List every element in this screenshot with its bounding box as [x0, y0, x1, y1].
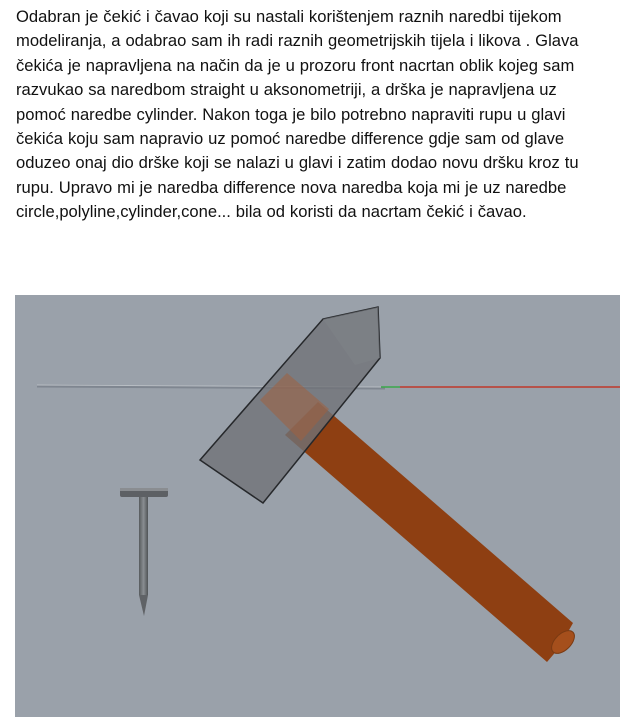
render-viewport-image — [15, 295, 620, 717]
text-line: čekića je napravljena na način da je u prozoru front nacrtan oblik kojeg sam — [16, 55, 575, 75]
text-line: Odabran je čekić i čavao koji su nastali korištenjem raznih naredbi tijekom — [16, 7, 562, 26]
render-scene — [15, 295, 620, 717]
text-line: oduzeo onaj dio drške koji se nalazi u glavi i zatim dodao novu dršku kroz tu — [16, 153, 579, 173]
text-line: čekića koju sam napravio uz pomoć naredbe difference gdje sam od glave — [16, 129, 565, 149]
text-line: modeliranja, a odabrao sam ih radi raznih geometrijskih tijela i likova . Glava — [16, 31, 579, 51]
text-line: circle,polyline,cylinder,cone... bila od koristi da nacrtam čekić i čavao. — [16, 202, 527, 222]
nail-icon — [120, 488, 168, 616]
description-paragraph — [16, 5, 626, 225]
hammer-icon — [200, 307, 579, 662]
text-line: rupu. Upravo mi je naredba difference nova naredba koja mi je uz naredbe — [16, 177, 567, 197]
text-line: razvukao sa naredbom straight u aksonometriji, a drška je napravljena uz — [16, 80, 557, 100]
hammer-handle — [285, 402, 579, 662]
text-line: pomoć naredbe cylinder. Nakon toga je bilo potrebno napraviti rupu u glavi — [16, 104, 566, 124]
